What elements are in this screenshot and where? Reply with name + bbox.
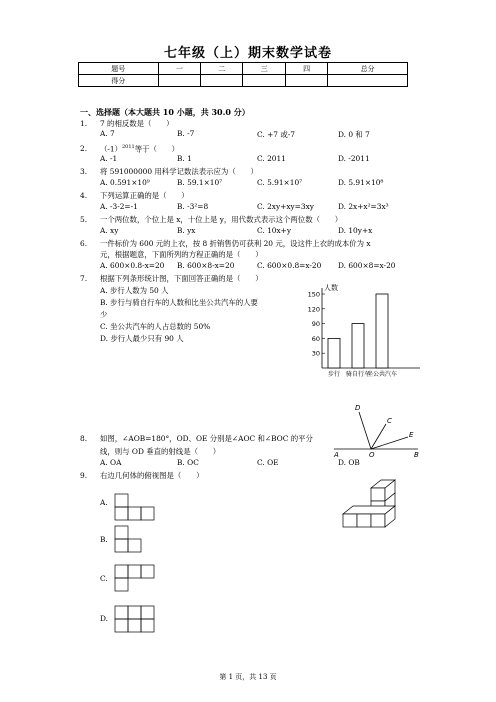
y-tick-label: 150	[307, 290, 320, 299]
option-d[interactable]: D.	[100, 614, 109, 623]
score-table	[78, 62, 408, 87]
bar	[352, 324, 364, 368]
y-axis-label: 人数	[324, 284, 338, 292]
option-c[interactable]: C. 2011	[257, 154, 286, 163]
option-c[interactable]: C. 10x+y	[257, 226, 292, 235]
label-o: O	[369, 451, 375, 459]
label-b: B	[414, 451, 419, 459]
y-tick-label: 120	[307, 305, 320, 314]
option-a[interactable]: A. OA	[100, 458, 122, 467]
option-c[interactable]: C. OE	[257, 458, 279, 467]
option-a-grid	[113, 492, 173, 522]
option-c[interactable]: C. 600×0.8=x-20	[257, 261, 322, 270]
chart-plot	[308, 283, 420, 378]
option-b[interactable]: B. -3²=8	[177, 202, 209, 211]
option-d[interactable]: D. 600×8=x-20	[338, 261, 396, 270]
label-c: C	[387, 417, 392, 425]
question-2: 2. $(-1)^{2011}$等于（ ）	[80, 144, 180, 154]
ray-oe	[371, 437, 408, 449]
score-cell: 题号	[79, 63, 159, 75]
option-c-grid	[113, 563, 173, 597]
option-a[interactable]: A. xy	[100, 226, 119, 235]
score-input-cell[interactable]	[328, 75, 408, 87]
ray-od	[359, 412, 371, 449]
option-d[interactable]: D. 10y+x	[338, 226, 373, 235]
option-b[interactable]: B. 步行与骑自行车的人数和比坐公共汽车的人要	[100, 298, 258, 307]
option-c[interactable]: C. 坐公共汽车的人占总数的 50%	[100, 322, 211, 331]
option-b[interactable]: B. 59.1×10⁷	[177, 178, 223, 187]
score-input-cell[interactable]	[243, 75, 285, 87]
option-b[interactable]: B. yx	[177, 226, 196, 235]
question-6-line2: 元，根据题意，下面所列的方程正确的是（ ）	[100, 250, 263, 259]
angle-diagram	[326, 400, 426, 460]
label-d: D	[355, 404, 361, 412]
question-8-line2: 线，则与 OD 垂直的射线是（ ）	[100, 447, 221, 456]
question-6: 6. 一件标价为 600 元的上衣，按 8 折销售仍可获利 20 元，设这件上衣的成本价为 x	[80, 239, 371, 248]
y-tick-label: 60	[311, 334, 320, 343]
option-b[interactable]: B. OC	[177, 458, 199, 467]
option-a[interactable]: A.	[100, 498, 108, 507]
question-9: 9. 右边几何体的俯视图是（ ）	[80, 471, 204, 480]
option-a[interactable]: A. 步行人数为 50 人	[100, 286, 169, 295]
option-b[interactable]: B. 600×8-x=20	[177, 261, 235, 270]
option-a[interactable]: A. 600×0.8-x=20	[100, 261, 165, 270]
question-7: 7. 根据下列条形统计图，下面回答正确的是（ ）	[80, 274, 263, 283]
cube-solid-figure	[340, 470, 412, 532]
option-b[interactable]: B.	[100, 535, 108, 544]
question-4: 4. 下列运算正确的是（ ）	[80, 191, 189, 200]
x-tick-label: 步行	[327, 371, 341, 378]
option-d[interactable]: D. 0 和 7	[338, 130, 370, 139]
bar-chart	[300, 282, 425, 380]
bar	[328, 338, 340, 368]
score-input-cell[interactable]	[285, 75, 327, 87]
score-input-cell[interactable]	[158, 75, 200, 87]
page-title: 七年级（上）期末数学试卷	[163, 46, 332, 61]
bar	[376, 294, 388, 368]
score-cell: 四	[285, 63, 327, 75]
option-a[interactable]: A. -1	[100, 154, 118, 163]
option-a[interactable]: A. 7	[100, 129, 115, 138]
score-input-cell[interactable]	[201, 75, 243, 87]
option-b[interactable]: B. 1	[177, 154, 192, 163]
option-c[interactable]: C.	[100, 574, 108, 583]
question-5: 5. 一个两位数，个位上是 x，十位上是 y，用代数式表示这个两位数（ ）	[80, 215, 343, 224]
section-heading: 一、选择题（本大题共 10 小题，共 30.0 分）	[80, 107, 250, 117]
option-d[interactable]: D. 步行人最少只有 90 人	[100, 334, 184, 343]
page-footer: 第 1 页，共 13 页	[219, 673, 277, 681]
option-b-cont: 少	[100, 310, 108, 319]
option-d-grid	[113, 604, 173, 634]
option-a[interactable]: A. 0.591×10⁹	[100, 178, 150, 187]
option-b-grid	[113, 524, 173, 558]
option-d[interactable]: D. -2011	[338, 154, 370, 163]
question-3: 3. 将 591000000 用科学记数法表示应为（ ）	[80, 167, 258, 176]
x-tick-label: 坐公共汽车	[366, 371, 398, 378]
option-b[interactable]: B. -7	[177, 129, 195, 138]
question-8: 8. 如图，∠AOB=180°，OD、OE 分别是∠AOC 和∠BOC 的平分	[80, 434, 313, 443]
option-c[interactable]: C. 5.91×10⁷	[257, 178, 303, 187]
x-tick-label: 骑自行车	[345, 371, 371, 378]
option-a[interactable]: A. -3-2=-1	[100, 202, 138, 211]
question-1: 1. 7 的相反数是（ ）	[80, 119, 174, 128]
score-cell: 一	[158, 63, 200, 75]
option-c[interactable]: C. 2xy+xy=3xy	[257, 202, 314, 211]
score-cell: 二	[201, 63, 243, 75]
y-tick-label: 30	[311, 349, 320, 358]
option-d[interactable]: D. OB	[338, 458, 360, 467]
score-cell: 总分	[328, 63, 408, 75]
option-d[interactable]: D. 2x+x²=3x³	[338, 202, 389, 211]
score-cell: 得分	[79, 75, 159, 87]
y-tick-label: 90	[311, 320, 320, 329]
score-row	[79, 75, 408, 87]
option-c[interactable]: C. +7 或-7	[257, 130, 295, 139]
option-d[interactable]: D. 5.91×10⁸	[338, 178, 384, 187]
label-a: A	[334, 451, 339, 459]
label-e: E	[409, 431, 414, 439]
score-cell: 三	[243, 63, 285, 75]
score-header-row	[79, 63, 408, 75]
